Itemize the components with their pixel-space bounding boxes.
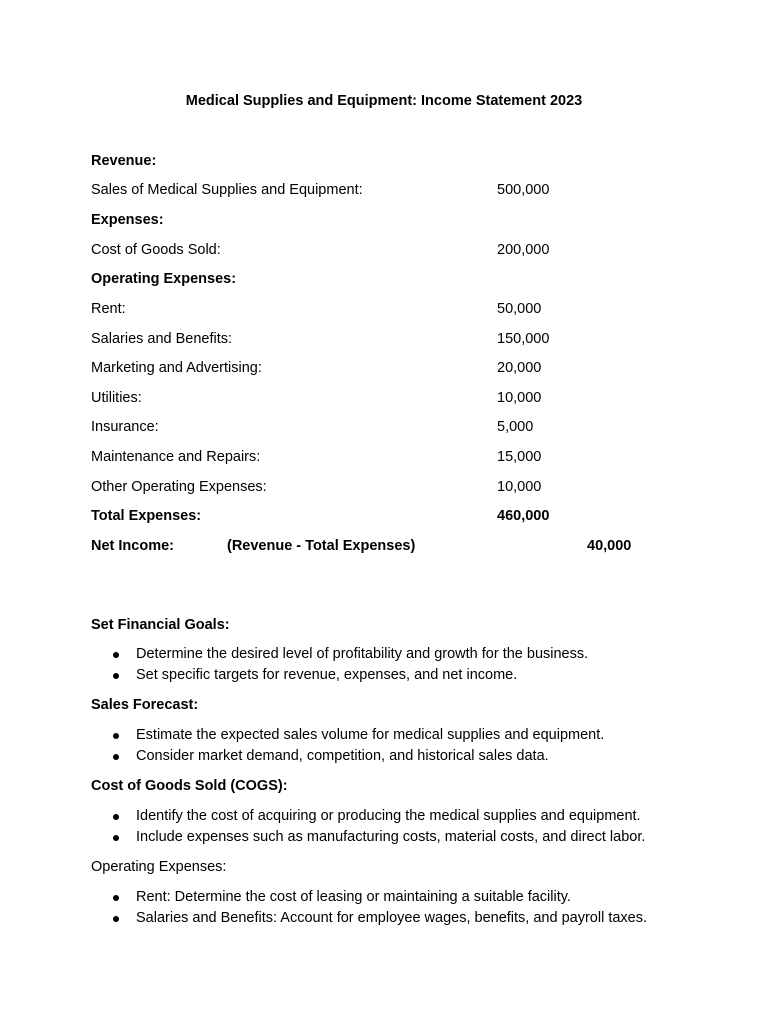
list-item (91, 746, 604, 767)
revenue-heading: Revenue: (91, 153, 157, 169)
bullet-list-operating-expenses (91, 887, 647, 929)
net-income-formula: (Revenue - Total Expenses) (227, 538, 416, 554)
list-item (91, 644, 588, 665)
expense-label: Rent: (91, 301, 126, 317)
expense-label: Salaries and Benefits: (91, 331, 233, 347)
section-heading-cogs: Cost of Goods Sold (COGS): (91, 778, 288, 794)
section-heading-operating-expenses: Operating Expenses: (91, 859, 227, 875)
list-item (91, 725, 604, 746)
list-item-text: Estimate the expected sales volume for medical supplies and equipment. (136, 727, 605, 743)
expense-label: Utilities: (91, 390, 142, 406)
list-item (91, 908, 647, 929)
bullet-icon (113, 754, 119, 760)
expense-value: 20,000 (497, 360, 542, 376)
total-expenses-label: Total Expenses: (91, 508, 202, 524)
expense-label: Marketing and Advertising: (91, 360, 262, 376)
expense-row-insurance (91, 417, 534, 437)
net-income-label: Net Income: (91, 538, 174, 554)
section-heading-sales-forecast: Sales Forecast: (91, 697, 199, 713)
expense-value: 150,000 (497, 331, 550, 347)
operating-expenses-heading: Operating Expenses: (91, 271, 237, 287)
expense-row-other (91, 477, 542, 497)
expense-row-maintenance (91, 447, 542, 467)
expense-label: Maintenance and Repairs: (91, 449, 261, 465)
expense-value: 50,000 (497, 301, 542, 317)
expenses-heading: Expenses: (91, 212, 164, 228)
expense-value: 5,000 (497, 419, 534, 435)
bullet-list-cogs (91, 806, 645, 848)
bullet-icon (113, 895, 119, 901)
list-item-text: Consider market demand, competition, and historical sales data. (136, 748, 549, 764)
document-title: Medical Supplies and Equipment: Income Statement 2023 (185, 93, 583, 109)
list-item-text: Set specific targets for revenue, expenses, and net income. (136, 667, 518, 683)
list-item-text: Determine the desired level of profitability and growth for the business. (136, 646, 589, 662)
bullet-icon (113, 814, 119, 820)
list-item (91, 827, 645, 848)
list-item-text: Salaries and Benefits: Account for employee wages, benefits, and payroll taxes. (136, 910, 648, 926)
bullet-icon (113, 673, 119, 679)
cogs-row (91, 240, 550, 260)
section-heading-financial-goals: Set Financial Goals: (91, 617, 230, 633)
cogs-label: Cost of Goods Sold: (91, 242, 221, 258)
expense-row-rent (91, 299, 542, 319)
expense-value: 15,000 (497, 449, 542, 465)
list-item (91, 806, 645, 827)
bullet-icon (113, 835, 119, 841)
sales-row (91, 180, 550, 200)
bullet-list-sales-forecast (91, 725, 604, 767)
bullet-list-financial-goals (91, 644, 588, 686)
cogs-value: 200,000 (497, 242, 550, 258)
expense-label: Other Operating Expenses: (91, 479, 267, 495)
bullet-icon (113, 652, 119, 658)
expense-row-marketing (91, 358, 542, 378)
expense-row-utilities (91, 388, 542, 408)
list-item-text: Rent: Determine the cost of leasing or maintaining a suitable facility. (136, 889, 571, 905)
expense-value: 10,000 (497, 390, 542, 406)
sales-value: 500,000 (497, 182, 550, 198)
expense-row-salaries (91, 329, 550, 349)
list-item-text: Identify the cost of acquiring or producing the medical supplies and equipment. (136, 808, 641, 824)
list-item (91, 665, 588, 686)
bullet-icon (113, 916, 119, 922)
expense-value: 10,000 (497, 479, 542, 495)
total-expenses-row (91, 506, 550, 526)
bullet-icon (113, 733, 119, 739)
list-item (91, 887, 647, 908)
total-expenses-value: 460,000 (497, 508, 550, 524)
sales-label: Sales of Medical Supplies and Equipment: (91, 182, 363, 198)
expense-label: Insurance: (91, 419, 159, 435)
net-income-row (91, 536, 691, 556)
net-income-value: 40,000 (587, 538, 632, 554)
list-item-text: Include expenses such as manufacturing costs, material costs, and direct labor. (136, 829, 646, 845)
